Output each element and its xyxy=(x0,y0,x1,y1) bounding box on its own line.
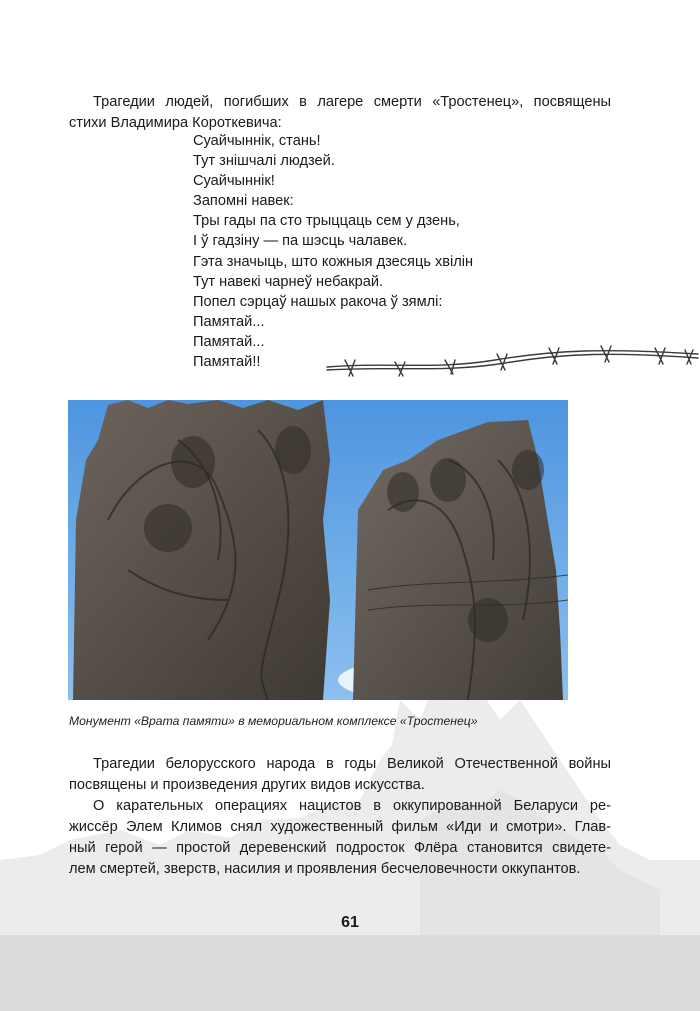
intro-paragraph xyxy=(69,92,611,134)
poem-line: Тут навекі чарнеў небакрай. xyxy=(193,273,384,290)
paragraph-line: посвящены и произведения других видов искусства. xyxy=(69,777,425,793)
relief-head xyxy=(387,472,419,512)
poem-line: Суайчыннік, стань! xyxy=(193,133,321,149)
poem xyxy=(193,131,473,372)
poem-line: Суайчыннік! xyxy=(193,173,275,190)
relief-head xyxy=(144,504,192,552)
page-number: 61 xyxy=(341,914,359,931)
poem-line: Запомні навек: xyxy=(193,193,294,210)
poem-line: Памятай... xyxy=(193,313,265,330)
poem-line: Тут знішчалі людзей. xyxy=(193,153,335,170)
poem-line: Тры гады па сто трыццаць сем у дзень, xyxy=(193,213,460,230)
poem-line: І ў гадзіну — па шэсць чалавек. xyxy=(193,233,408,250)
poem-line: Памятай... xyxy=(193,333,265,350)
paragraph-art xyxy=(69,754,611,796)
barbed-wire-ornament xyxy=(325,340,700,382)
paragraph-line: жиссёр Элем Климов снял художественный фильм «Иди и смотри». Глав- xyxy=(69,819,611,835)
relief-head xyxy=(430,458,466,502)
paragraph-line: ный герой — простой деревенский подросток Флёра становится свидете- xyxy=(69,840,611,856)
figure-caption: Монумент «Врата памяти» в мемориальном комплексе «Тростенец» xyxy=(69,714,478,728)
intro-line-2: стихи Владимира Короткевича: xyxy=(69,115,282,131)
paragraph-line: Трагедии белорусского народа в годы Великой Отечественной войны xyxy=(93,756,611,772)
paragraph-line: О карательных операциях нацистов в оккупированной Беларуси ре- xyxy=(93,798,611,814)
poem-line: Гэта значыць, што кожныя дзесяць хвілін xyxy=(193,253,474,270)
poem-line: Попел сэрцаў нашых ракоча ў зямлі: xyxy=(193,293,443,310)
memorial-photo xyxy=(68,400,568,700)
relief-head xyxy=(171,436,215,488)
relief-head xyxy=(512,450,544,490)
poem-line: Памятай!! xyxy=(193,354,261,371)
paragraph-film xyxy=(69,796,611,880)
intro-line-1: Трагедии людей, погибших в лагере смерти «Тростенец», посвящены xyxy=(93,94,611,110)
paragraph-line: лем смертей, зверств, насилия и проявления бесчеловечности оккупантов. xyxy=(69,861,581,877)
relief-head xyxy=(275,426,311,474)
